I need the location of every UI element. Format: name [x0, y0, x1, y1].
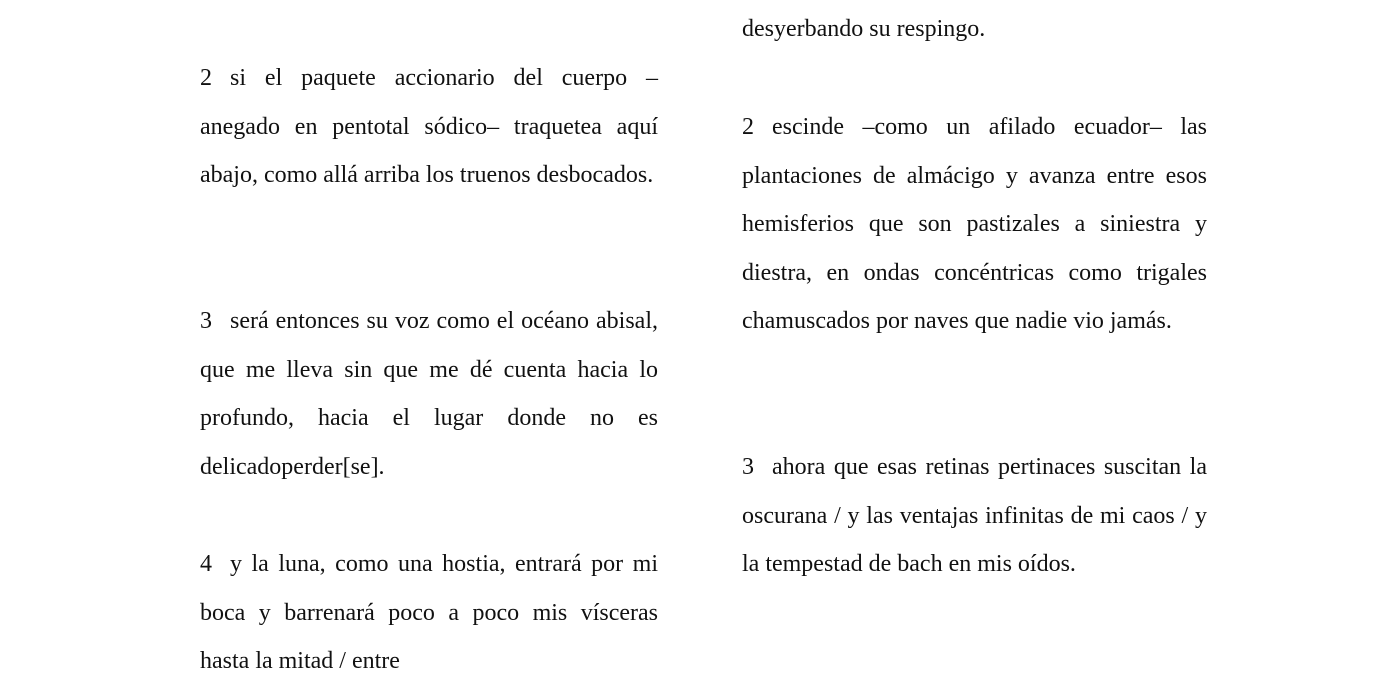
paragraph-number: 2 [200, 65, 212, 91]
paragraph-text: ahora que esas retinas pertinaces suscitan la oscurana / y las ventajas infinitas de mi caos / y la tempestad de bach en mis oídos. [742, 454, 1207, 578]
paragraph-number: 2 [742, 114, 754, 140]
paragraph-text: escinde –como un afilado ecuador– las plantaciones de almácigo y avanza entre esos hemisferios que son pastizales a siniestra y diestra, en ondas concéntricas como trigales chamuscados por naves que nadie vio jamás. [742, 114, 1207, 335]
paragraph-right-continuation [742, 5, 1207, 54]
paragraph-text: será entonces su voz como el océano abisal, que me lleva sin que me dé cuenta hacia lo profundo, hacia el lugar donde no es delicadoperder[se]. [200, 308, 658, 480]
paragraph-left-3 [200, 297, 658, 491]
paragraph-number: 3 [200, 308, 212, 334]
paragraph-right-3 [742, 443, 1207, 589]
paragraph-text: y la luna, como una hostia, entrará por mi boca y barrenará poco a poco mis vísceras hasta la mitad / entre [200, 551, 658, 675]
paragraph-number: 4 [200, 551, 212, 577]
paragraph-text: si el paquete accionario del cuerpo –anegado en pentotal sódico– traquetea aquí abajo, como allá arriba los truenos desbocados. [200, 65, 658, 189]
paragraph-number: 3 [742, 454, 754, 480]
paragraph-right-2 [742, 103, 1207, 346]
paragraph-left-4 [200, 540, 658, 686]
paragraph-text: desyerbando su respingo. [742, 16, 986, 42]
paragraph-left-2 [200, 54, 658, 200]
